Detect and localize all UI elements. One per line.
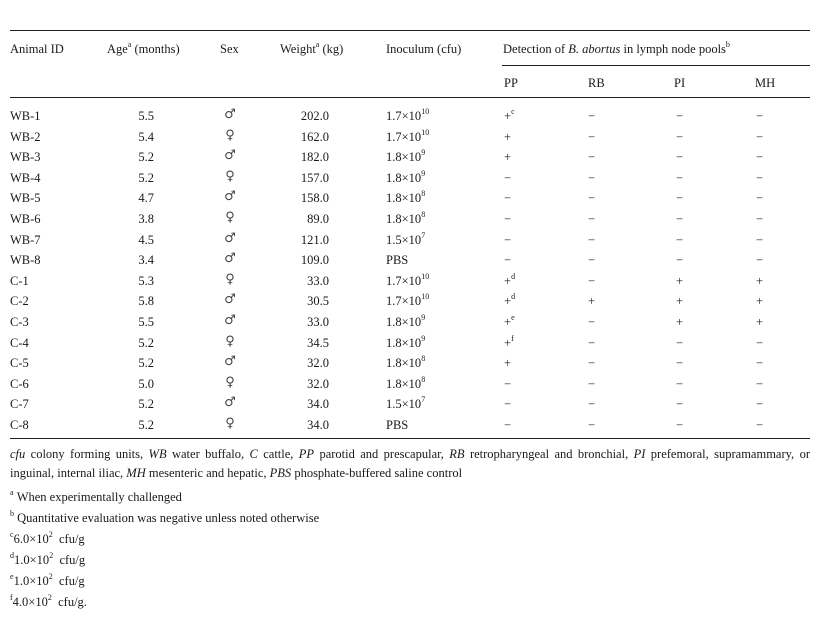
weight-cell: 158.0 (300, 191, 329, 205)
pp-result-cell (504, 418, 511, 432)
inoculum-cell (386, 106, 430, 123)
legend-abbr: PBS (269, 466, 292, 480)
footnote-mark: e (10, 571, 14, 581)
top-rule (10, 30, 810, 31)
animal-id-cell: WB-1 (10, 109, 41, 123)
col-header-detection (503, 39, 730, 56)
footnote-text: 6.0×10 (13, 532, 49, 546)
inoculum-value: PBS (386, 253, 409, 267)
inoculum-cell (386, 168, 426, 185)
sex-symbol: ♀ (225, 128, 235, 143)
footnote-exponent: 2 (49, 550, 54, 560)
pp-result: + (504, 130, 512, 144)
legend-text: water buffalo, (166, 447, 250, 461)
age-cell: 5.0 (138, 377, 154, 391)
inoculum-value: PBS (386, 418, 409, 432)
footnote-text: 1.0×10 (13, 574, 49, 588)
rb-result-cell: − (588, 377, 596, 391)
detection-footnote-mark: b (725, 39, 730, 49)
inoculum-cell (386, 312, 426, 329)
footnote-d (10, 551, 810, 570)
inoculum-exponent: 7 (421, 394, 426, 404)
footnote-mark: c (10, 529, 14, 539)
pp-footnote-mark: f (511, 333, 514, 343)
sex-symbol: ♀ (225, 272, 235, 287)
sex-symbol: ♂ (224, 313, 236, 328)
legend-text: phosphate-buffered saline control (291, 466, 463, 480)
col-header-age (107, 39, 180, 56)
pp-result-cell (504, 130, 511, 144)
pp-result: − (504, 377, 512, 391)
footnote-unit: cfu/g (52, 532, 85, 546)
weight-cell: 89.0 (307, 212, 329, 226)
pp-footnote-mark: e (511, 312, 515, 322)
age-cell: 5.2 (138, 150, 154, 164)
mh-result-cell: − (756, 212, 764, 226)
sex-symbol: ♀ (225, 210, 235, 225)
inoculum-value: 1.7×10 (386, 294, 422, 308)
footnote-text: 1.0×10 (14, 553, 50, 567)
age-cell: 5.8 (138, 294, 154, 308)
pi-result-cell: − (676, 130, 684, 144)
animal-id-cell: C-5 (10, 356, 29, 370)
footnote-text: 4.0×10 (12, 595, 48, 609)
col-header-inoculum: Inoculum (cfu) (386, 42, 462, 56)
col-header-animal-id: Animal ID (10, 42, 64, 56)
rb-result-cell: − (588, 233, 596, 247)
col-header-sex: Sex (220, 42, 239, 56)
col-header-pi: PI (674, 76, 686, 90)
inoculum-exponent: 10 (421, 127, 430, 137)
sex-symbol: ♀ (225, 169, 235, 184)
pp-result: − (504, 191, 512, 205)
mh-result-cell: − (756, 356, 764, 370)
pp-result: + (504, 315, 512, 329)
inoculum-value: 1.8×10 (386, 150, 422, 164)
weight-cell: 34.5 (307, 336, 329, 350)
pp-result: − (504, 253, 512, 267)
pi-result-cell: − (676, 397, 684, 411)
footnote-unit: cfu/g (52, 574, 85, 588)
inoculum-cell (386, 147, 426, 164)
weight-footnote-mark: a (315, 39, 320, 49)
weight-cell: 33.0 (307, 274, 329, 288)
legend-abbr: PI (633, 447, 646, 461)
inoculum-cell (386, 188, 426, 205)
inoculum-value: 1.7×10 (386, 109, 422, 123)
inoculum-exponent: 9 (421, 147, 426, 157)
inoculum-exponent: 10 (421, 106, 430, 116)
animal-id-cell: C-8 (10, 418, 29, 432)
legend-abbr: WB (148, 447, 167, 461)
inoculum-exponent: 10 (421, 291, 430, 301)
mh-result-cell: − (756, 418, 764, 432)
inoculum-exponent: 9 (421, 333, 426, 343)
pp-result-cell (504, 171, 511, 185)
mh-result-cell: − (756, 233, 764, 247)
age-cell: 5.5 (138, 109, 154, 123)
age-label: Age (107, 42, 128, 56)
weight-label: Weight (280, 42, 316, 56)
table-bottom-rule (10, 438, 810, 439)
legend-text: colony forming units, (25, 447, 149, 461)
sex-symbol: ♂ (224, 292, 236, 307)
age-cell: 5.2 (138, 356, 154, 370)
rb-result-cell: − (588, 397, 596, 411)
inoculum-cell (386, 127, 430, 144)
age-cell: 5.2 (138, 171, 154, 185)
footnote-unit: cfu/g (53, 553, 86, 567)
inoculum-cell (386, 374, 426, 391)
legend-text: mesenteric and hepatic, (145, 466, 270, 480)
pi-result-cell: − (676, 377, 684, 391)
animal-id-cell: WB-4 (10, 171, 41, 185)
pp-result-cell (504, 233, 511, 247)
age-cell: 5.2 (138, 418, 154, 432)
weight-cell: 157.0 (300, 171, 329, 185)
inoculum-exponent: 8 (421, 209, 426, 219)
col-header-rb: RB (588, 76, 605, 90)
legend-text: prefemoral, supramammary, or inguinal, internal iliac, (10, 447, 810, 480)
animal-id-cell: WB-2 (10, 130, 41, 144)
inoculum-exponent: 8 (421, 374, 426, 384)
pi-result-cell: − (676, 336, 684, 350)
col-header-pp: PP (504, 76, 518, 90)
inoculum-exponent: 8 (421, 353, 426, 363)
age-cell: 3.8 (138, 212, 154, 226)
animal-id-cell: WB-3 (10, 150, 41, 164)
mh-result-cell: − (756, 397, 764, 411)
weight-cell: 162.0 (300, 130, 329, 144)
weight-cell: 32.0 (307, 377, 329, 391)
legend-text: retropharyngeal and bronchial, (464, 447, 634, 461)
rb-result-cell: − (588, 253, 596, 267)
age-cell: 5.2 (138, 336, 154, 350)
pp-result: − (504, 212, 512, 226)
sex-symbol: ♀ (225, 334, 235, 349)
footnote-unit: cfu/g. (51, 595, 87, 609)
mh-result-cell: + (756, 294, 764, 308)
inoculum-value: 1.8×10 (386, 356, 422, 370)
pp-result: + (504, 356, 512, 370)
sex-symbol: ♂ (224, 231, 236, 246)
pp-result-cell (504, 377, 511, 391)
inoculum-value: 1.8×10 (386, 336, 422, 350)
mh-result-cell: − (756, 336, 764, 350)
weight-cell: 109.0 (300, 253, 329, 267)
pi-result-cell: − (676, 253, 684, 267)
detection-suffix: in lymph node pools (620, 42, 726, 56)
age-cell: 5.4 (138, 130, 154, 144)
rb-result-cell: − (588, 130, 596, 144)
footnote-e (10, 572, 810, 591)
pi-result-cell: − (676, 233, 684, 247)
pp-result: + (504, 274, 512, 288)
pi-result-cell: + (676, 274, 684, 288)
rb-result-cell: − (588, 212, 596, 226)
inoculum-value: 1.8×10 (386, 191, 422, 205)
legend-abbr: RB (449, 447, 465, 461)
animal-id-cell: C-1 (10, 274, 29, 288)
weight-cell: 33.0 (307, 315, 329, 329)
age-cell: 5.5 (138, 315, 154, 329)
mh-result-cell: − (756, 377, 764, 391)
detection-species: B. abortus (568, 42, 621, 56)
col-header-weight (280, 39, 344, 56)
pi-result-cell: − (676, 418, 684, 432)
pi-result-cell: − (676, 171, 684, 185)
footnote-f (10, 593, 810, 612)
pp-result-cell (504, 191, 511, 205)
legend-abbr: PP (298, 447, 315, 461)
rb-result-cell: − (588, 336, 596, 350)
footnote-exponent: 2 (48, 529, 53, 539)
sex-symbol: ♂ (224, 107, 236, 122)
legend-abbr: C (249, 447, 258, 461)
rb-result-cell: − (588, 274, 596, 288)
weight-cell: 32.0 (307, 356, 329, 370)
pi-result-cell: − (676, 356, 684, 370)
pi-result-cell: − (676, 150, 684, 164)
footnote-b (10, 509, 810, 528)
age-cell: 5.3 (138, 274, 154, 288)
pi-result-cell: − (676, 212, 684, 226)
footnote-mark: f (10, 592, 13, 602)
sex-symbol: ♀ (225, 375, 235, 390)
pp-footnote-mark: c (511, 106, 515, 116)
animal-id-cell: WB-7 (10, 233, 41, 247)
rb-result-cell: + (588, 294, 596, 308)
table-footnotes (10, 445, 810, 612)
inoculum-value: 1.8×10 (386, 171, 422, 185)
sex-symbol: ♂ (224, 354, 236, 369)
footnote-text: When experimentally challenged (16, 490, 182, 504)
legend-abbr: MH (126, 466, 146, 480)
pp-result-cell (504, 212, 511, 226)
inoculum-cell (386, 394, 426, 411)
pp-result: + (504, 336, 512, 350)
pp-result-cell (504, 291, 516, 308)
sex-symbol: ♂ (224, 148, 236, 163)
pp-footnote-mark: d (511, 291, 516, 301)
pp-result: − (504, 397, 512, 411)
rb-result-cell: − (588, 150, 596, 164)
col-header-mh: MH (755, 76, 776, 90)
animal-id-cell: C-6 (10, 377, 29, 391)
mh-result-cell: + (756, 274, 764, 288)
animal-id-cell: C-7 (10, 397, 29, 411)
pi-result-cell: − (676, 109, 684, 123)
pp-footnote-mark: d (511, 271, 516, 281)
inoculum-exponent: 9 (421, 168, 426, 178)
animal-id-cell: C-2 (10, 294, 29, 308)
mh-result-cell: − (756, 150, 764, 164)
inoculum-value: 1.5×10 (386, 233, 422, 247)
inoculum-value: 1.8×10 (386, 315, 422, 329)
footnote-mark: a (10, 487, 14, 497)
inoculum-cell (386, 230, 426, 247)
weight-cell: 121.0 (300, 233, 329, 247)
inoculum-exponent: 9 (421, 312, 426, 322)
inoculum-value: 1.5×10 (386, 397, 422, 411)
inoculum-value: 1.7×10 (386, 130, 422, 144)
animal-id-cell: WB-8 (10, 253, 41, 267)
inoculum-value: 1.8×10 (386, 212, 422, 226)
pi-result-cell: + (676, 294, 684, 308)
legend-text: parotid and prescapular, (314, 447, 450, 461)
pp-result: − (504, 171, 512, 185)
mh-result-cell: − (756, 130, 764, 144)
inoculum-exponent: 8 (421, 188, 426, 198)
weight-cell: 182.0 (300, 150, 329, 164)
weight-unit: (kg) (319, 42, 344, 56)
legend-text: cattle, (257, 447, 299, 461)
pp-result-cell (504, 356, 511, 370)
legend-abbr: cfu (10, 447, 26, 461)
rb-result-cell: − (588, 191, 596, 205)
animal-id-cell: C-3 (10, 315, 29, 329)
footnote-exponent: 2 (47, 592, 52, 602)
sex-symbol: ♂ (224, 395, 236, 410)
age-cell: 4.5 (138, 233, 154, 247)
pi-result-cell: − (676, 191, 684, 205)
inoculum-cell (386, 271, 430, 288)
sex-symbol: ♀ (225, 416, 235, 431)
rb-result-cell: − (588, 171, 596, 185)
sex-symbol: ♂ (224, 189, 236, 204)
header-bottom-rule (10, 97, 810, 98)
inoculum-cell (386, 333, 426, 350)
sex-symbol: ♂ (224, 251, 236, 266)
pp-result-cell (504, 253, 511, 267)
mh-result-cell: − (756, 109, 764, 123)
footnote-mark: d (10, 550, 14, 560)
inoculum-exponent: 7 (421, 230, 426, 240)
pi-result-cell: + (676, 315, 684, 329)
age-cell: 5.2 (138, 397, 154, 411)
age-unit: (months) (131, 42, 180, 56)
weight-cell: 30.5 (307, 294, 329, 308)
inoculum-cell (386, 291, 430, 308)
weight-cell: 34.0 (307, 397, 329, 411)
abbreviation-legend (10, 445, 810, 483)
weight-cell: 34.0 (307, 418, 329, 432)
inoculum-value: 1.7×10 (386, 274, 422, 288)
inoculum-cell (386, 253, 408, 267)
footnote-a (10, 488, 810, 507)
inoculum-cell (386, 209, 426, 226)
age-footnote-mark: a (127, 39, 132, 49)
mh-result-cell: − (756, 171, 764, 185)
rb-result-cell: − (588, 418, 596, 432)
mh-result-cell: + (756, 315, 764, 329)
footnote-exponent: 2 (48, 571, 53, 581)
detection-prefix: Detection of (503, 42, 569, 56)
animal-id-cell: C-4 (10, 336, 29, 350)
pp-result: − (504, 233, 512, 247)
inoculum-cell (386, 353, 426, 370)
pp-result: − (504, 418, 512, 432)
weight-cell: 202.0 (300, 109, 329, 123)
detection-subrule (502, 65, 810, 66)
pp-result-cell (504, 150, 511, 164)
age-cell: 4.7 (138, 191, 154, 205)
inoculum-exponent: 10 (421, 271, 430, 281)
pp-result-cell (504, 271, 516, 288)
animal-id-cell: WB-5 (10, 191, 41, 205)
pp-result-cell (504, 106, 515, 123)
rb-result-cell: − (588, 356, 596, 370)
pp-result: + (504, 150, 512, 164)
rb-result-cell: − (588, 109, 596, 123)
pp-result: + (504, 294, 512, 308)
footnote-c (10, 530, 810, 549)
mh-result-cell: − (756, 253, 764, 267)
age-cell: 3.4 (138, 253, 154, 267)
inoculum-value: 1.8×10 (386, 377, 422, 391)
pp-result-cell (504, 333, 514, 350)
pp-result-cell (504, 397, 511, 411)
animal-id-cell: WB-6 (10, 212, 41, 226)
inoculum-cell (386, 418, 408, 432)
footnote-text: Quantitative evaluation was negative unless noted otherwise (17, 511, 320, 525)
rb-result-cell: − (588, 315, 596, 329)
pp-result-cell (504, 312, 515, 329)
footnote-mark: b (10, 508, 14, 518)
mh-result-cell: − (756, 191, 764, 205)
pp-result: + (504, 109, 512, 123)
